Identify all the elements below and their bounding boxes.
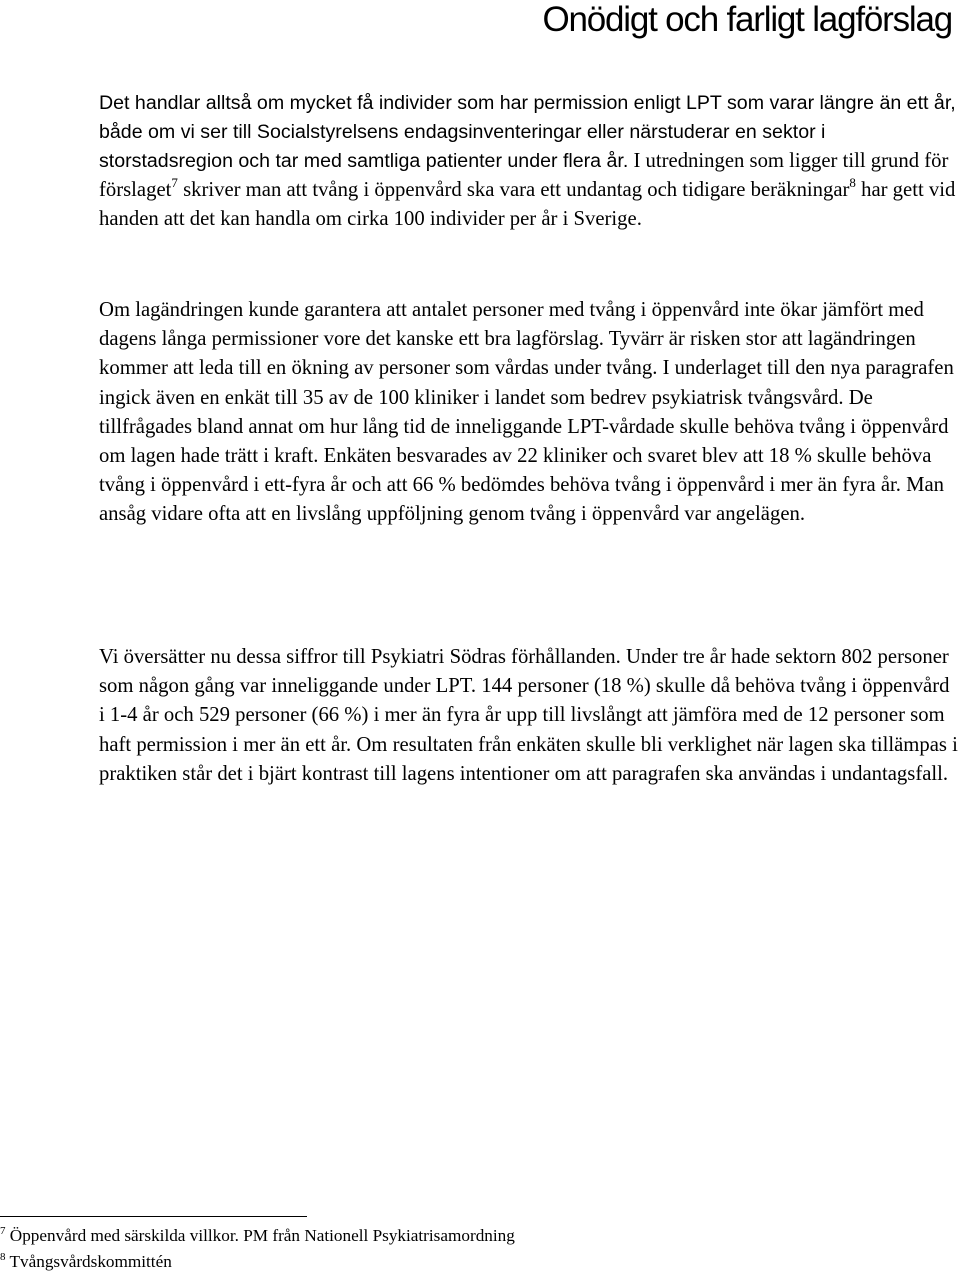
paragraph-1-sentence-1: Det handlar alltså om mycket få individer som har permission enligt LPT som varar längre än ett år, både om vi ser till Socialstyrelsens endagsinventeringar eller närstuderar en sektor i storstadsregion och tar med samtliga patienter under flera år.	[99, 92, 956, 172]
footnote-separator	[0, 1216, 307, 1217]
paragraph-1-sentence-3: skriver man att tvång i öppenvård ska vara ett undantag och tidigare beräkningar	[177, 179, 850, 201]
footnote-number: 7	[0, 1225, 6, 1237]
paragraph-1-sentence-4: har gett vid handen att det kan handla om cirka 100 individer per år i Sverige.	[99, 179, 956, 230]
paragraph-3: Vi översätter nu dessa siffror till Psykiatri Södras förhållanden. Under tre år hade sektorn 802 personer som någon gång var inneliggande under LPT. 144 personer (18 %) skulle då behöva tvång i öppenvård i 1-4 år och 529 personer (66 %) i mer än fyra år upp till livslångt att jämföra med de 12 personer som haft permission i mer än ett år. Om resultaten från enkäten skulle bli verklighet när lagen ska tillämpas i praktiken står det i bjärt kontrast till lagens intentioner om att paragrafen ska användas i undantagsfall.	[99, 646, 958, 785]
paragraph-1	[99, 89, 959, 234]
footnote-ref-7: 7	[171, 175, 178, 190]
footnote-7	[0, 1223, 515, 1249]
footnote-text: Öppenvård med särskilda villkor. PM från Nationell Psykiatrisamordning	[9, 1226, 515, 1245]
page-title: Onödigt och farligt lagförslag	[542, 0, 952, 39]
footnote-text: Tvångsvårdskommittén	[9, 1252, 172, 1271]
footnote-ref-8: 8	[849, 175, 856, 190]
footnote-number: 8	[0, 1251, 6, 1263]
paragraph-2: Om lagändringen kunde garantera att antalet personer med tvång i öppenvård inte ökar jämfört med dagens långa permissioner vore det kanske ett bra lagförslag. Tyvärr är risken stor att lagändringen kommer att leda till en ökning av personer som vårdas under tvång. I underlaget till den nya paragrafen ingick även en enkät till 35 av de 100 kliniker i landet som bedrev psykiatrisk tvångsvård. De tillfrågades bland annat om hur lång tid de inneliggande LPT-vårdade skulle behöva tvång i öppenvård om lagen hade trätt i kraft. Enkäten besvarades av 22 kliniker och svaret blev att 18 % skulle behöva tvång i öppenvård i ett-fyra år och att 66 % bedömdes behöva tvång i öppenvård i mer än fyra år. Man ansåg vidare ofta att en livslång uppföljning genom tvång i öppenvård var angelägen.	[99, 299, 954, 526]
footnotes	[0, 1223, 515, 1275]
footnote-8	[0, 1249, 515, 1275]
paragraph-1-sentence-2: I utredningen som ligger till grund för förslaget	[99, 150, 949, 201]
